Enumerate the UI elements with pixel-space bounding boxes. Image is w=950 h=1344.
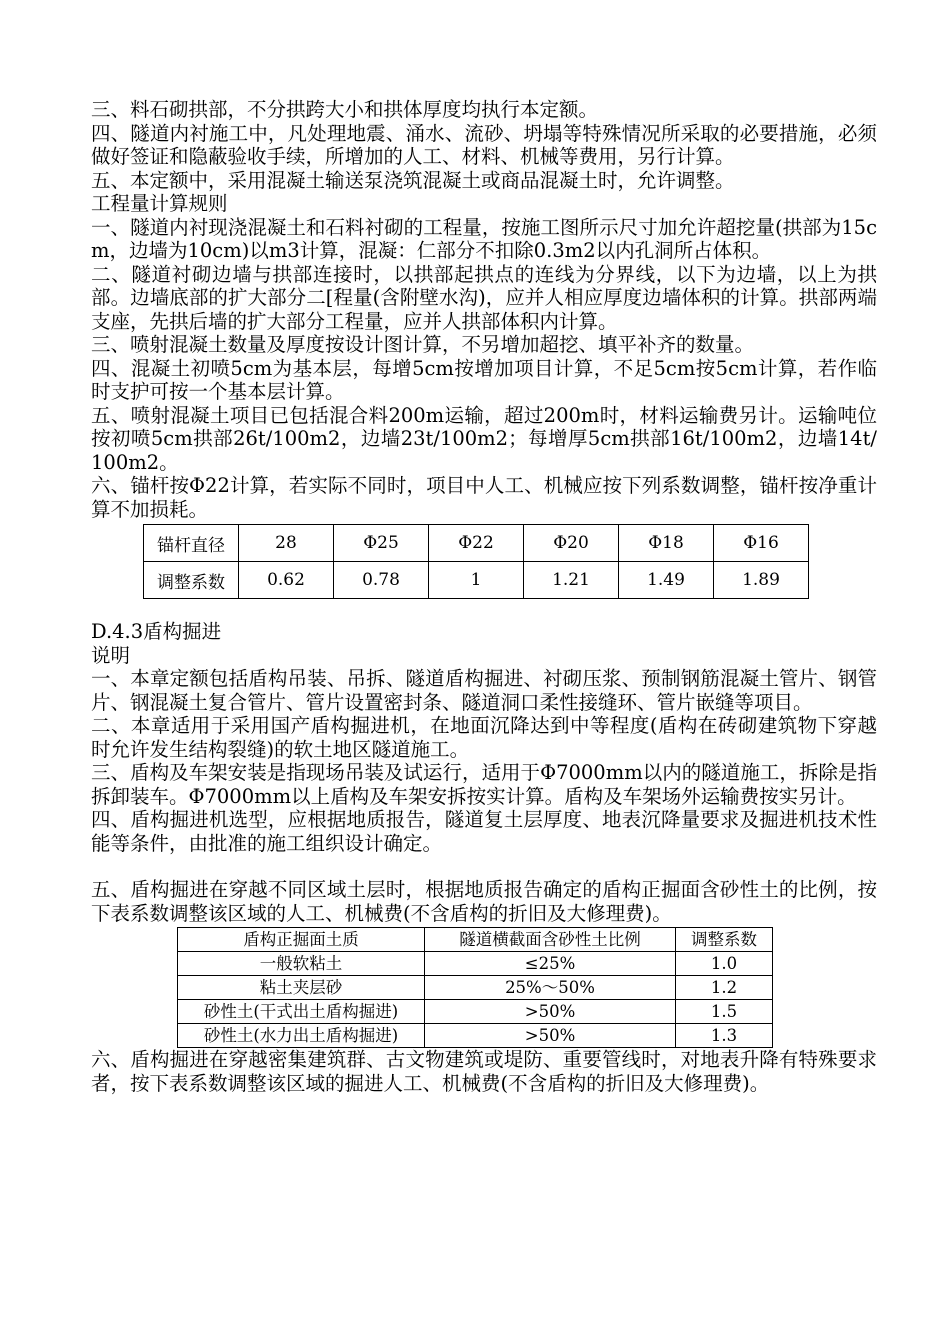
paragraph-spacer [91, 855, 877, 878]
table-header-cell: 调整系数 [676, 928, 773, 952]
section-subheading: 说明 [91, 643, 131, 667]
table-cell: >50% [425, 1024, 676, 1048]
paragraph: 二、本章适用于采用国产盾构掘进机，在地面沉降达到中等程度(盾构在砖砌建筑物下穿越时允许发生结构裂缝)的软土地区隧道施工。 [91, 714, 877, 761]
table-cell: Φ25 [334, 525, 429, 562]
table-header-cell: 隧道横截面含砂性土比例 [425, 928, 676, 952]
paragraph: 二、隧道衬砌边墙与拱部连接时，以拱部起拱点的连线为分界线，以下为边墙，以上为拱部。边墙底部的扩大部分二[程量(含附壁水沟)，应并人相应厚度边墙体积的计算。拱部两端支座，先拱后墙的扩大部分工程量，应并人拱部体积内计算。 [91, 262, 877, 333]
table-cell: 1.21 [524, 562, 619, 599]
table-cell: 28 [239, 525, 334, 562]
table-row [178, 1000, 773, 1024]
paragraph: 五、喷射混凝土项目已包括混合料200m运输，超过200m时，材料运输费另计。运输吨位按初喷5cm拱部26t/100m2，边墙23t/100m2；每增厚5cm拱部16t/100m2，边墙14t/100m2。 [91, 403, 877, 474]
table-cell: 1.49 [619, 562, 714, 599]
table-cell: ≤25% [425, 952, 676, 976]
table-cell: 1.0 [676, 952, 773, 976]
document-page [91, 98, 877, 1095]
soil-coefficient-table [177, 927, 773, 1048]
table-header-cell: 盾构正掘面土质 [178, 928, 425, 952]
table-cell: >50% [425, 1000, 676, 1024]
paragraph: 五、本定额中，采用混凝土输送泵浇筑混凝土或商品混凝土时，允许调整。 [91, 168, 735, 192]
table-cell: 砂性土(干式出土盾构掘进) [178, 1000, 425, 1024]
table-cell: 1 [429, 562, 524, 599]
paragraph: 一、隧道内衬现浇混凝土和石料衬砌的工程量，按施工图所示尺寸加允许超挖量(拱部为15cm，边墙为10cm)以m3计算，混凝：仁部分不扣除0.3m2以内孔洞所占体积。 [91, 215, 877, 262]
paragraph: 六、盾构掘进在穿越密集建筑群、古文物建筑或堤防、重要管线时，对地表升降有特殊要求者，按下表系数调整该区域的掘进人工、机械费(不含盾构的折旧及大修理费)。 [91, 1048, 877, 1095]
section-heading: D.4.3盾构掘进 [91, 620, 222, 643]
table-cell: 锚杆直径 [144, 525, 239, 562]
soil-coefficient-table-wrap [177, 927, 877, 1048]
table-cell: 砂性土(水力出土盾构掘进) [178, 1024, 425, 1048]
paragraph: 三、料石砌拱部，不分拱跨大小和拱体厚度均执行本定额。 [91, 98, 599, 121]
paragraph: 一、本章定额包括盾构吊装、吊拆、隧道盾构掘进、衬砌压浆、预制钢筋混凝土管片、钢管片、钢混凝土复合管片、管片设置密封条、隧道洞口柔性接缝环、管片嵌缝等项目。 [91, 667, 877, 714]
paragraph: 三、盾构及车架安装是指现场吊装及试运行，适用于Φ7000mm以内的隧道施工，拆除是指拆卸装车。Φ7000mm以上盾构及车架安拆按实计算。盾构及车架场外运输费按实另计。 [91, 761, 877, 808]
table-row [178, 1024, 773, 1048]
table-cell: Φ22 [429, 525, 524, 562]
table-row [178, 952, 773, 976]
paragraph: 四、混凝土初喷5cm为基本层，每增5cm按增加项目计算，不足5cm按5cm计算，若作临时支护可按一个基本层计算。 [91, 356, 877, 403]
table-cell: 25%～50% [425, 976, 676, 1000]
table-cell: 0.78 [334, 562, 429, 599]
paragraph: 五、盾构掘进在穿越不同区域土层时，根据地质报告确定的盾构正掘面含砂性土的比例，按下表系数调整该区域的人工、机械费(不含盾构的折旧及大修理费)。 [91, 878, 877, 925]
paragraph: 六、锚杆按Φ22计算，若实际不同时，项目中人工、机械应按下列系数调整，锚杆按净重计算不加损耗。 [91, 474, 877, 521]
anchor-coefficient-table-wrap [143, 524, 877, 599]
table-cell: Φ16 [714, 525, 809, 562]
table-cell: 粘土夹层砂 [178, 976, 425, 1000]
table-cell: 1.5 [676, 1000, 773, 1024]
table-row [178, 976, 773, 1000]
paragraph: 三、喷射混凝土数量及厚度按设计图计算，不另增加超挖、填平补齐的数量。 [91, 333, 755, 356]
section-heading: 工程量计算规则 [91, 192, 228, 215]
table-row [144, 562, 809, 599]
table-cell: 0.62 [239, 562, 334, 599]
anchor-coefficient-table [143, 524, 809, 599]
paragraph: 四、盾构掘进机选型，应根据地质报告，隧道复土层厚度、地表沉降量要求及掘进机技术性能等条件，由批准的施工组织设计确定。 [91, 808, 877, 855]
table-cell: 1.2 [676, 976, 773, 1000]
table-cell: 调整系数 [144, 562, 239, 599]
table-row [144, 525, 809, 562]
table-cell: 一般软粘土 [178, 952, 425, 976]
table-cell: Φ18 [619, 525, 714, 562]
table-cell: 1.3 [676, 1024, 773, 1048]
table-header-row [178, 928, 773, 952]
table-cell: Φ20 [524, 525, 619, 562]
table-cell: 1.89 [714, 562, 809, 599]
paragraph: 四、隧道内衬施工中，凡处理地震、涌水、流砂、坍塌等特殊情况所采取的必要措施，必须做好签证和隐蔽验收手续，所增加的人工、材料、机械等费用，另行计算。 [91, 121, 877, 168]
